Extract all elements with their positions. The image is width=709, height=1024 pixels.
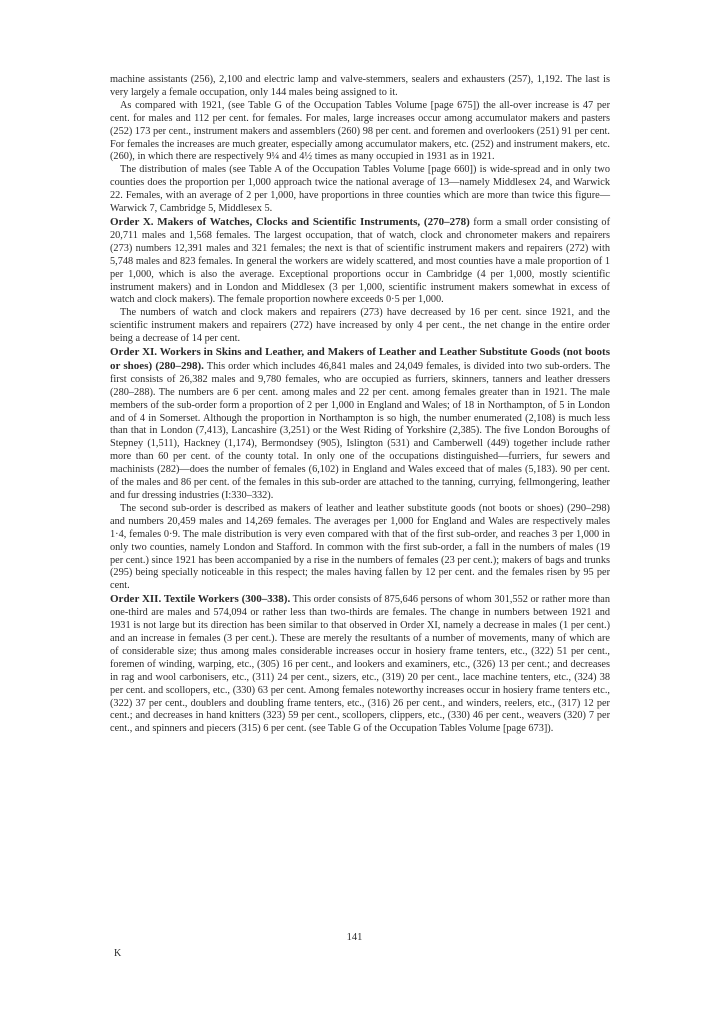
paragraph-7 (110, 503, 610, 593)
section-heading-order-x: Order X. Makers of Watches, Clocks and Scientific Instruments, (270–278) (110, 215, 470, 228)
section-heading-order-xii: Order XII. Textile Workers (300–338). (110, 593, 291, 606)
paragraph-3 (110, 164, 610, 216)
paragraph-order-xi (110, 346, 610, 503)
paragraph-text: This order consists of 875,646 persons of whom 301,552 or rather more than one-third are males and 574,094 or rather less than two-thirds are females. The change in numbers between 1921 and 1931 is not large but its direction has been similar to that observed in Order XI, namely a decrease in males (1 per cent.) and an increase in females (3 per cent.). These are merely the resultants of a number of movements, many of which are of considerable size; thus among males considerable increases occur in hosiery frame tenters, etc., (322) 51 per cent., foremen of winding, warping, etc., (305) 16 per cent., and lookers and examiners, etc., (326) 13 per cent.; and decreases in rag and wool carbonisers, etc., (311) 24 per cent., sizers, etc., (319) 20 per cent., lace machine tenters, etc., (324) 38 per cent. and scollopers, etc., (330) 63 per cent. Among females noteworthy increases occur in hosiery frame tenters etc., (322) 37 per cent., doublers and doubling frame tenters, etc., (316) 26 per cent., and winders, reelers, etc., (317) 12 per cent.; and decreases in hand knitters (323) 59 per cent., scollopers, clippers, etc., (330) 46 per cent., weavers (320) 7 per cent., and spinners and piecers (315) 6 per cent. (see Table G of the Occupation Tables Volume [page 673]). (110, 594, 610, 735)
paragraph-text: This order which includes 46,841 males and 24,049 females, is divided into two sub-orders. The first consists of 26,382 males and 9,780 females, who are occupied as furriers, skinners, tanners and leather dressers (280–288). The numbers are 6 per cent. among males and 22 per cent. among females greater than in 1921. The male members of the sub-order form a proportion of 2 per 1,000 in England and Wales; of 18 in Northampton, of 5 in London and of 4 in Somerset. Although the proportion in Northampton is so high, the number enumerated (2,108) is much less than that in London (7,413), Lancashire (3,251) or the West Riding of Yorkshire (2,385). The five London Boroughs of Stepney (1,511), Hackney (1,174), Bermondsey (905), Islington (531) and Camberwell (449) together include rather more than 60 per cent. of the county total. In only one of the occupations distinguished—furriers, fur sewers and machinists (282)—does the number of females (6,102) in England and Wales exceed that of males (5,183). 90 per cent. of the males and 86 per cent. of the females in this sub-order are attached to the tanning, currying, fellmongering, leather and fur dressing industries (I:330–332). (110, 360, 611, 501)
paragraph-text: The distribution of males (see Table A of the Occupation Tables Volume [page 660]) is wide-spread and in only two counties does the proportion per 1,000 approach twice the national average of 13—namely Middlesex 24, and Warwick 22. Females, with an average of 2 per 1,000, have proportions in three counties which are more than twice this figure—Warwick 7, Cambridge 5, Middlesex 5. (110, 164, 610, 215)
paragraph-text: The numbers of watch and clock makers and repairers (273) have decreased by 16 per cent. since 1921, and the scientific instrument makers and repairers (272) have increased by only 4 per cent., the net change in the entire order being a decrease of 14 per cent. (110, 307, 610, 345)
paragraph-1 (110, 74, 610, 100)
document-body (110, 74, 610, 736)
paragraph-text: machine assistants (256), 2,100 and electric lamp and valve-stemmers, sealers and exhausters (257), 1,192. The last is very largely a female occupation, only 144 males being assigned to it. (110, 74, 610, 98)
signature-mark: K (114, 948, 122, 959)
page-number: 141 (346, 932, 363, 943)
paragraph-order-xii (110, 593, 610, 736)
paragraph-text: The second sub-order is described as makers of leather and leather substitute goods (not boots or shoes) (290–298) and numbers 20,459 males and 14,269 females. The averages per 1,000 for England and Wales are respectively males 1·4, females 0·9. The male distribution is very even compared with that of the first sub-order, and reaches 3 per 1,000 in only two counties, namely London and Stafford. In common with the first sub-order, a fall in the numbers of males (19 per cent.) since 1921 has been accompanied by a rise in the numbers of females (23 per cent.); makers of bags and trunks (295) being specially noticeable in this respect; the males having fallen by 12 per cent. and the females risen by 95 per cent. (110, 502, 610, 592)
paragraph-text: As compared with 1921, (see Table G of the Occupation Tables Volume [page 675]) the all-over increase is 47 per cent. for males and 112 per cent. for females. For males, large increases occur among accumulator makers and pasters (252) 173 per cent., instrument makers and assemblers (260) 98 per cent. and foremen and overlookers (251) 91 per cent. For females the increases are much greater, especially among accumulator makers, etc. (252) and instrument makers, etc. (260), in which there are respectively 9¼ and 4½ times as many occupied in 1931 as in 1921. (110, 99, 610, 163)
paragraph-2 (110, 100, 610, 165)
paragraph-5 (110, 307, 610, 346)
paragraph-text: form a small order consisting of 20,711 males and 1,568 females. The largest occupation, that of watch, clock and chronometer makers and repairers (273) numbers 12,391 males and 321 females; the next is that of scientific instrument makers and repairers (272) with 5,748 males and 823 females. In general the workers are widely scattered, and most counties have a male proportion of 1 per 1,000, which is also the average. Exceptional proportions occur in Cambridge (4 per 1,000, mostly scientific instrument makers) and in London and Middlesex (3 per 1,000, scientific instrument makers somewhat in excess of watch and clock makers). The female proportion nowhere exceeds 0·5 per 1,000. (110, 216, 611, 306)
section-heading-order-xi: Order XI. Workers in Skins and Leather, and Makers of Leather and Leather Substitute Goods (not boots or shoes) (280–298). (110, 346, 610, 372)
paragraph-order-x (110, 216, 610, 307)
